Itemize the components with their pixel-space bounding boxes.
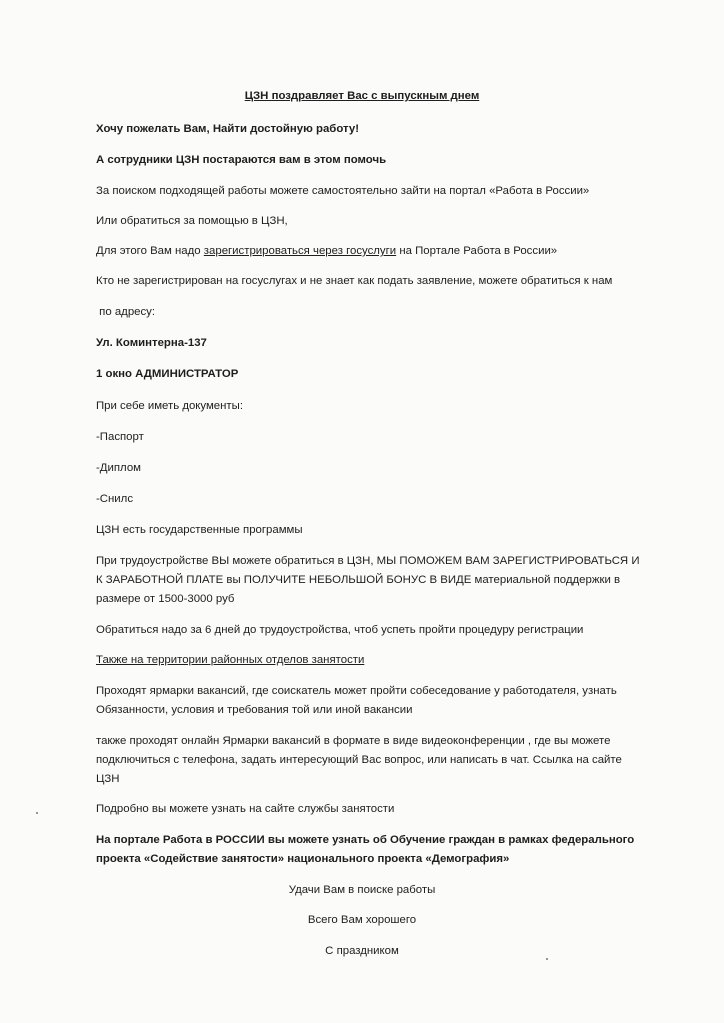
employment-line: размере от 1500-3000 руб: [96, 593, 235, 605]
closing-line: Удачи Вам в поиске работы: [288, 884, 436, 896]
document-item: -Снилс: [96, 493, 134, 505]
fairs-line: Обязанности, условия и требования той или иной вакансии: [96, 704, 413, 716]
fairs-line: Проходят ярмарки вакансий, где соискатель может пройти собеседование у работодателя, узнать: [96, 685, 617, 697]
closing-line: С праздником: [325, 945, 399, 957]
wish-line: Хочу пожелать Вам, Найти достойную работу!: [96, 123, 359, 135]
by-address-line: по адресу:: [96, 306, 156, 318]
closing-line: Всего Вам хорошего: [307, 914, 417, 926]
not-registered-line: Кто не зарегистрирован на госуслугах и не знает как подать заявление, можете обратиться к нам: [96, 275, 613, 287]
training-line: проекта «Содействие занятости» национального проекта «Демография»: [96, 853, 510, 865]
register-prefix: Для этого Вам надо: [96, 245, 204, 257]
document-title: ЦЗН поздравляет Вас с выпускным днем: [244, 90, 480, 102]
district-offices-heading: Также на территории районных отделов занятости: [96, 654, 365, 666]
details-line: Подробно вы можете узнать на сайте службы занятости: [96, 803, 395, 815]
documents-intro: При себе иметь документы:: [96, 400, 243, 412]
register-suffix: на Портале Работа в России»: [396, 245, 558, 257]
scan-speck: [36, 812, 38, 814]
or-contact-line: Или обратиться за помощью в ЦЗН,: [96, 215, 288, 227]
online-fairs-line: ЦЗН: [96, 773, 120, 785]
training-line: На портале Работа в РОССИИ вы можете узнать об Обучение граждан в рамках федерального: [96, 834, 635, 846]
window-admin: 1 окно АДМИНИСТРАТОР: [96, 368, 239, 380]
online-fairs-line: также проходят онлайн Ярмарки вакансий в формате в виде видеоконференции , где вы можете: [96, 735, 611, 747]
online-fairs-line: подключиться с телефона, задать интересующий Вас вопрос, или написать в чат. Ссылка на сайте: [96, 754, 622, 766]
street-address: Ул. Коминтерна-137: [96, 337, 207, 349]
register-gosuslugi-link: зарегистрироваться через госуслуги: [203, 245, 397, 257]
programs-line: ЦЗН есть государственные программы: [96, 524, 303, 536]
register-line: [96, 244, 557, 259]
employment-line: При трудоустройстве ВЫ можете обратиться в ЦЗН, МЫ ПОМОЖЕМ ВАМ ЗАРЕГИСТРИРОВАТЬСЯ И: [96, 555, 640, 567]
employment-line: К ЗАРАБОТНОЙ ПЛАТЕ вы ПОЛУЧИТЕ НЕБОЛЬШОЙ БОНУС В ВИДЕ материальной поддержки в: [96, 574, 621, 586]
scan-speck: [546, 958, 548, 960]
staff-help-line: А сотрудники ЦЗН постараются вам в этом помочь: [96, 154, 387, 166]
document-item: -Диплом: [96, 462, 141, 474]
deadline-line: Обратиться надо за 6 дней до трудоустройства, чтоб успеть пройти процедуру регистрации: [96, 624, 584, 636]
document-item: -Паспорт: [96, 431, 144, 443]
search-portal-line: За поиском подходящей работы можете самостоятельно зайти на портал «Работа в России»: [96, 185, 590, 197]
